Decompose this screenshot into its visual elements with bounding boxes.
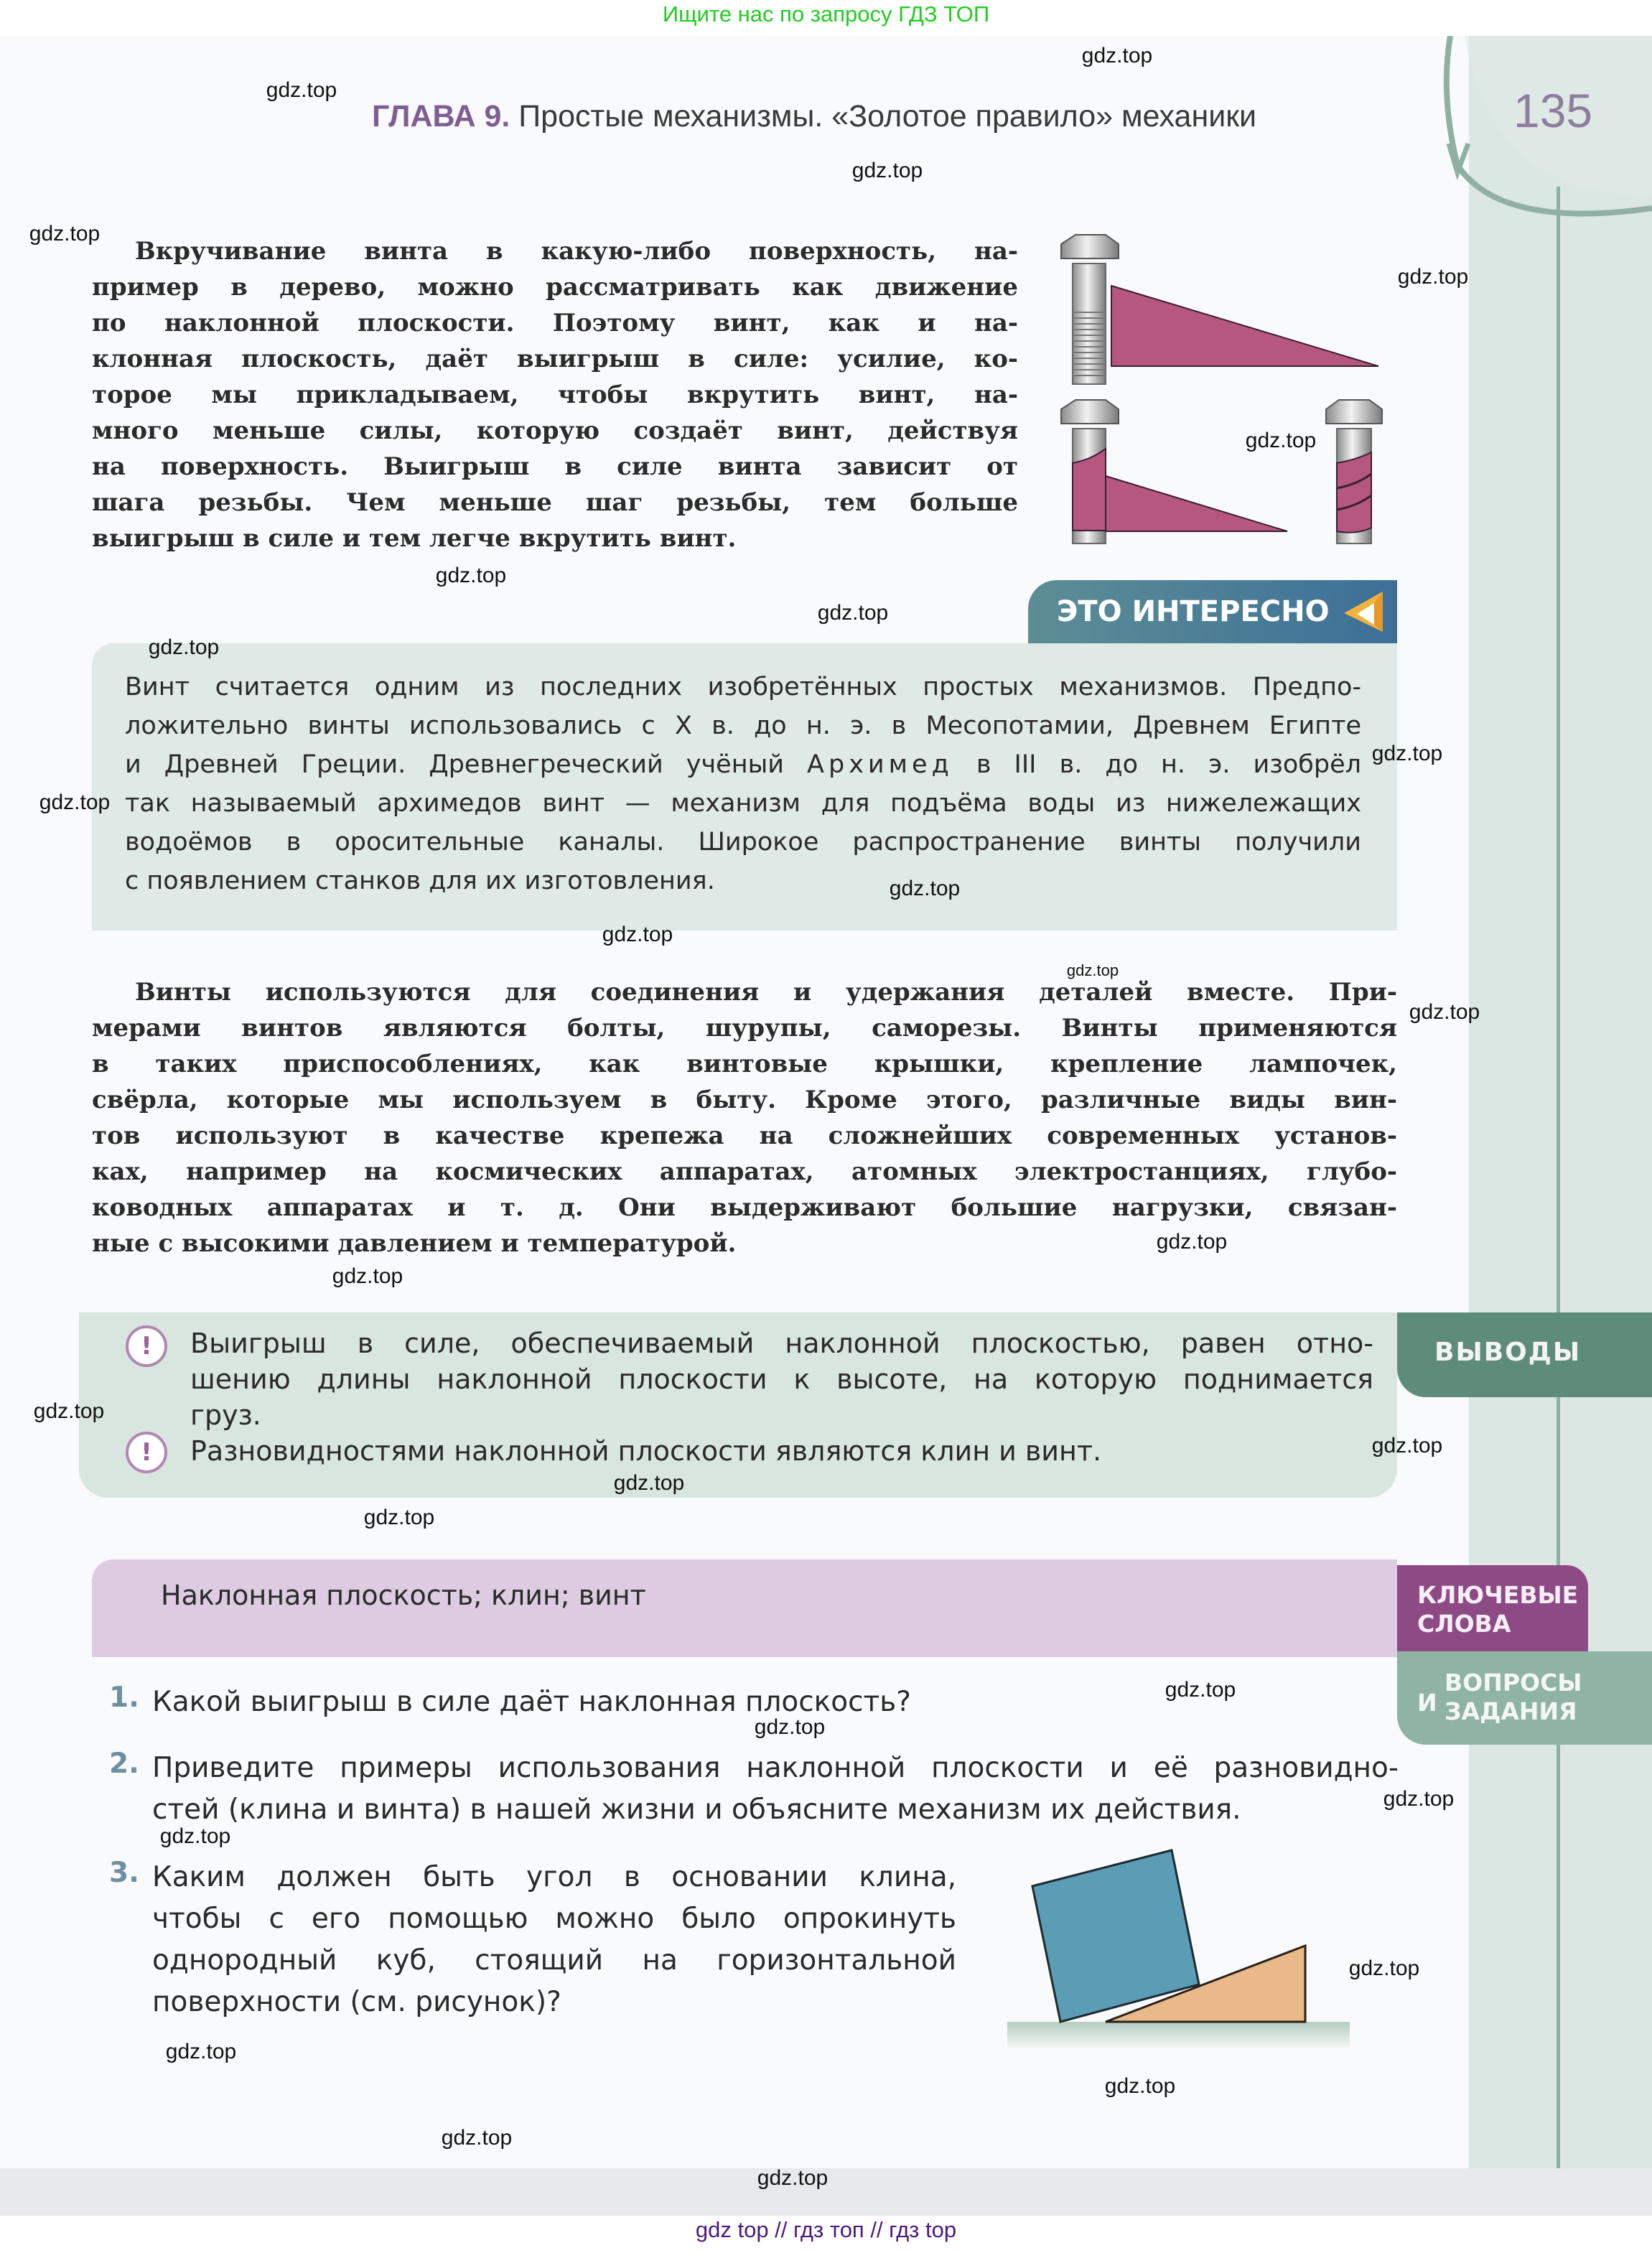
keywords-tab-line2: СЛОВА [1417,1610,1511,1638]
text-line: и Древней Греции. Древнегреческий учёный Архимед в III в. до н. э. изобрёл [125,750,1361,779]
text-line: стей (клина и винта) в нашей жизни и объясните механизм их действия. [152,1793,1241,1826]
questions-tab-line1: ВОПРОСЫ [1445,1669,1582,1697]
watermark: gdz.top [29,222,101,246]
watermark: gdz.top [817,601,889,625]
text-line: Вкручивание винта в какую-либо поверхность, на- [135,237,1018,266]
text-line: тов используют в качестве крепежа на сложнейших современных установ- [92,1121,1397,1150]
keywords-tab [1397,1565,1588,1651]
watermark: gdz.top [266,78,337,102]
chapter-title: Простые механизмы. «Золотое правило» механики [518,99,1257,134]
text-line: ные с высокими давлением и температурой. [92,1229,737,1258]
watermark: gdz.top [602,923,673,946]
watermark: gdz.top [1383,1787,1455,1811]
questions-tab-line2: ЗАДАНИЯ [1445,1697,1577,1725]
watermark: gdz.top [363,1506,435,1529]
question-text [152,1748,1399,1831]
watermark: gdz.top [159,1824,231,1848]
watermark: gdz.top [1066,961,1119,979]
watermark: gdz.top [851,159,923,182]
penrose-triangle-icon [1341,589,1387,635]
text-line: ководных аппаратах и т. д. Они выдерживают большие нагрузки, связан- [92,1193,1397,1222]
watermark: gdz.top [148,635,220,659]
bolt-3 [1326,400,1382,544]
text-line: на поверхность. Выигрыш в силе винта зависит от [92,452,1018,481]
text-line: по наклонной плоскости. Поэтому винт, как и на- [92,309,1018,337]
exclamation-icon: ! [126,1432,167,1473]
watermark: gdz.top [435,564,507,587]
watermark: gdz.top [1104,2074,1176,2098]
inclined-plane-triangle [1111,286,1378,366]
screw-inclined-plane-figure [1048,226,1407,560]
text-line: торое мы прикладываем, чтобы вкрутить винт, на- [92,381,1018,409]
keywords-text: Наклонная плоскость; клин; винт [161,1580,646,1611]
text-line: Разновидностями наклонной плоскости являются клин и винт. [190,1435,1102,1467]
text-line: мерами винтов являются болты, шурупы, саморезы. Винты применяются [92,1014,1397,1042]
text-line: с появлением станков для их изготовления. [125,867,715,895]
watermark: gdz.top [33,1399,105,1423]
watermark: gdz.top [757,2166,829,2190]
question-number: 3. [109,1857,139,1889]
watermark: gdz.top [889,877,961,900]
watermark: gdz.top [754,1715,826,1739]
text-line: шага резьбы. Чем меньше шаг резьбы, тем больше [92,488,1018,517]
conclusion-1 [190,1325,1373,1433]
text-line: шению длины наклонной плоскости к высоте, на которую поднимается [190,1363,1373,1395]
chapter-label: ГЛАВА 9. [372,99,510,134]
questions-tab [1397,1651,1652,1745]
watermark: gdz.top [39,790,111,814]
watermark: gdz.top [1156,1230,1228,1254]
questions-tab-and: И [1417,1689,1437,1717]
margin-rule [1557,187,1560,2168]
wrapping-triangle [1106,476,1287,531]
chapter-header [372,99,1256,134]
conclusions-tab: ВЫВОДЫ [1397,1312,1652,1397]
bolt-1 [1061,235,1119,384]
watermark: gdz.top [1245,429,1317,452]
conclusion-2 [190,1433,1373,1469]
text-line: клонная плоскость, даёт выигрыш в силе: усилие, ко- [92,345,1018,373]
text-line: Выигрыш в силе, обеспечиваемый наклонной плоскостью, равен отно- [190,1328,1373,1359]
page-number: 135 [1513,84,1593,137]
search-banner[interactable]: Ищите нас по запросу ГДЗ ТОП [662,1,990,27]
text-line: ложительно винты использовались с X в. до н. э. в Месопотамии, Древнем Египте [125,712,1361,740]
watermark: gdz.top [1371,742,1443,765]
text-line: свёрла, которые мы используем в быту. Кроме этого, различные виды вин- [92,1086,1397,1114]
watermark: gdz.top [165,2040,237,2063]
cube-on-wedge-figure [1005,1838,1364,2068]
text-line: ках, например на космических аппаратах, атомных электростанциях, глубо- [92,1157,1397,1186]
interesting-tab [1028,580,1397,643]
watermark: gdz.top [441,2126,513,2150]
watermark: gdz.top [1409,1000,1480,1024]
text-line: Каким должен быть угол в основании клина, [152,1861,956,1893]
text-line: Винты используются для соединения и удержания деталей вместе. При- [135,978,1397,1007]
interesting-text [125,668,1361,900]
question-text [152,1681,1086,1723]
text-line: водоёмов в оросительные каналы. Широкое распространение винты получили [125,828,1361,857]
text-line: много меньше силы, которую создаёт винт, действуя [92,416,1018,445]
text-line: Какой выигрыш в силе даёт наклонная плоскость? [152,1686,911,1718]
text-line: поверхности (см. рисунок)? [152,1986,561,2018]
keywords-tab-line1: КЛЮЧЕВЫЕ [1417,1581,1579,1609]
intro-paragraph [92,233,1018,556]
question-number: 1. [109,1681,139,1714]
text-line: в таких приспособлениях, как винтовые крышки, крепление лампочек, [92,1050,1397,1078]
footer-links[interactable]: gdz top // гдз топ // гдз top [695,2217,957,2242]
watermark: gdz.top [1348,1956,1420,1980]
watermark: gdz.top [1165,1678,1236,1702]
watermark: gdz.top [1371,1434,1443,1457]
archimedes-name: Архимед [807,750,953,779]
text-line: груз. [190,1399,261,1431]
text-line: Винт считается одним из последних изобретённых простых механизмов. Предпо- [125,673,1361,701]
text-line: Приведите примеры использования наклонной плоскости и её разновидно- [152,1752,1399,1784]
text-line: чтобы с его помощью можно было опрокинуть [152,1903,956,1935]
watermark: gdz.top [613,1471,685,1495]
right-margin-strip [1469,36,1652,2168]
question-number: 2. [109,1748,139,1780]
interesting-tab-label: ЭТО ИНТЕРЕСНО [1057,595,1330,628]
text-line: пример в дерево, можно рассматривать как движение [92,273,1018,302]
text-line: однородный куб, стоящий на горизонтальной [152,1944,956,1977]
ground [1007,2022,1350,2048]
watermark: gdz.top [332,1264,403,1288]
exclamation-icon: ! [126,1325,167,1367]
text-line: так называемый архимедов винт — механизм для подъёма воды из нижележащих [125,789,1361,818]
watermark: gdz.top [1081,44,1153,67]
watermark: gdz.top [1397,265,1469,289]
question-text [152,1857,956,2023]
text-line: выигрыш в силе и тем легче вкрутить винт. [92,524,737,553]
usage-paragraph [92,974,1397,1261]
